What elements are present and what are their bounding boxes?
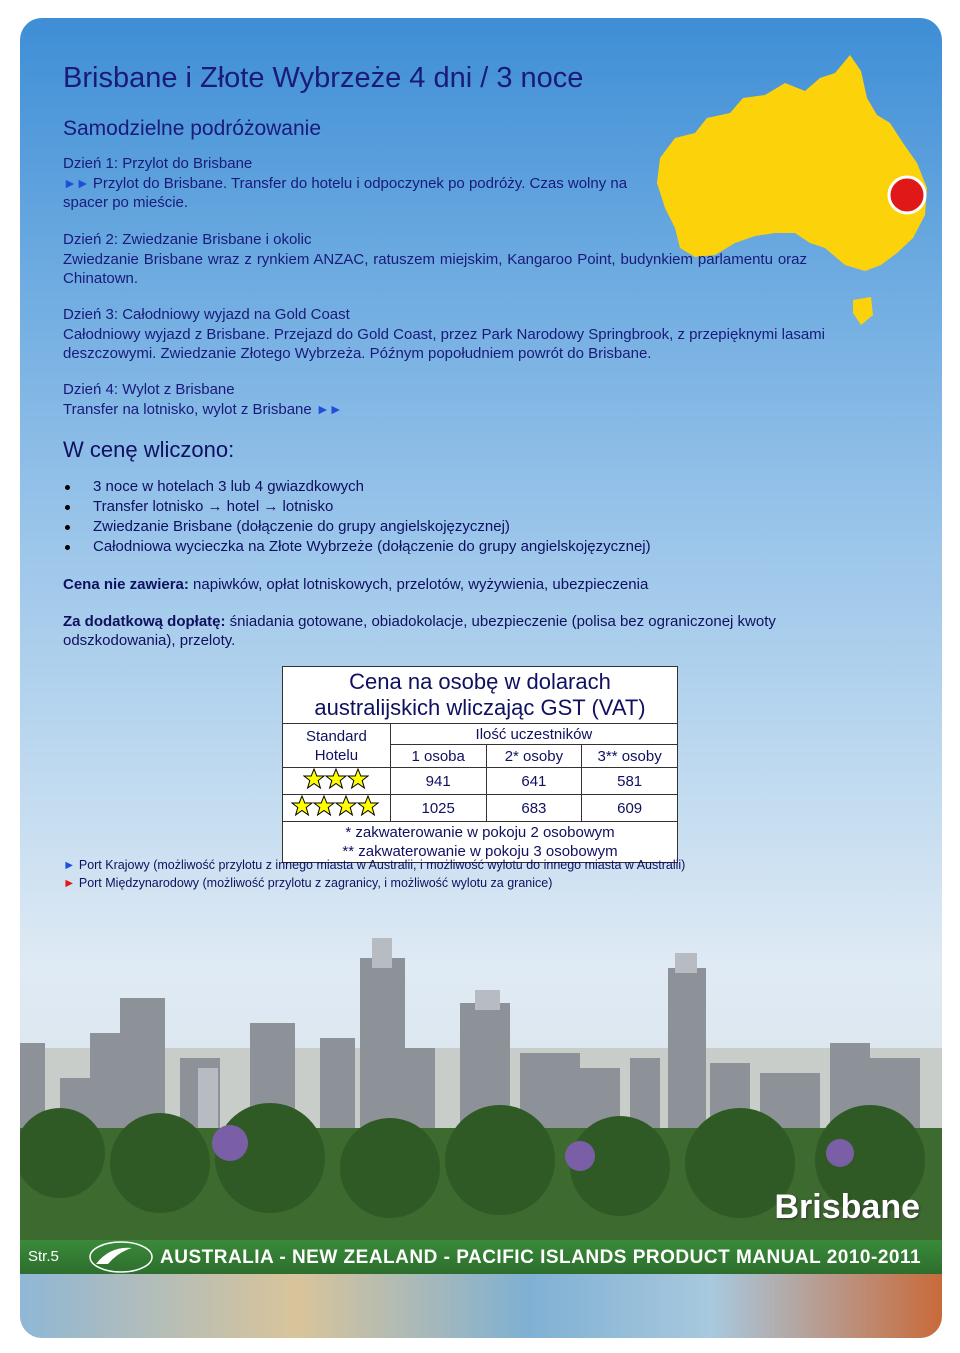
international-port-note: ► Port Międzynarodowy (możliwość przylotu z zagranicy, i możliwość wylotu za granice)	[63, 876, 553, 890]
not-included-label: Cena nie zawiera:	[63, 576, 189, 593]
list-item: Transfer lotnisko → hotel → lotnisko	[63, 497, 651, 517]
extra-cost-text: Za dodatkową dopłatę: śniadania gotowane, obiadokolacje, ubezpieczenie (polisa bez ograniczonej kwoty odszkodowania), przeloty.	[63, 613, 776, 649]
day1-text	[63, 174, 633, 212]
day2-title: Dzień 2: Zwiedzanie Brisbane i okolic	[63, 231, 312, 248]
blue-arrow-icon: ►	[63, 858, 76, 872]
col-header: 3** osoby	[582, 745, 678, 768]
day2-text: Zwiedzanie Brisbane wraz z rynkiem ANZAC, ratuszem miejskim, Kangaroo Point, budynkiem parlamentu oraz Chinatown.	[63, 251, 807, 287]
bullet-icon	[65, 505, 70, 510]
col-header: 1 osoba	[390, 745, 486, 768]
tasmania-shape	[853, 297, 873, 325]
price-cell: 941	[390, 768, 486, 795]
not-included-text: Cena nie zawiera: napiwków, opłat lotniskowych, przelotów, wyżywienia, ubezpieczenia	[63, 576, 649, 593]
australia-shape	[657, 55, 927, 271]
standard-header: Standard Hotelu	[283, 724, 391, 768]
included-heading: W cenę wliczono:	[63, 437, 235, 462]
price-cell: 683	[486, 795, 582, 822]
brochure-page	[20, 18, 942, 1338]
included-list	[63, 477, 651, 557]
extra-cost-label: Za dodatkową dopłatę:	[63, 613, 226, 630]
brisbane-marker	[889, 177, 925, 213]
red-arrow-icon: ►	[63, 876, 76, 890]
bullet-icon	[65, 485, 70, 490]
list-item: 3 noce w hotelach 3 lub 4 gwiazdkowych	[63, 477, 651, 497]
page-title: Brisbane i Złote Wybrzeże 4 dni / 3 noce	[63, 62, 584, 94]
price-cell: 641	[486, 768, 582, 795]
australia-map-icon	[635, 43, 942, 333]
day4-title: Dzień 4: Wylot z Brisbane	[63, 381, 235, 398]
col-header: 2* osoby	[486, 745, 582, 768]
price-table-heading: Cena na osobę w dolarach australijskich wliczając GST (VAT)	[283, 667, 678, 724]
four-star-rating-icon	[283, 795, 391, 822]
day4-text	[63, 400, 342, 419]
brisbane-brand-label: Brisbane	[774, 1188, 920, 1226]
price-cell: 1025	[390, 795, 486, 822]
travel-photo-strip	[20, 1274, 942, 1338]
double-arrow-icon: ►►	[315, 401, 342, 417]
list-item: Całodniowa wycieczka na Złote Wybrzeże (dołączenie do grupy angielskojęzycznej)	[63, 537, 651, 557]
green-lite-travel-logo	[88, 1240, 154, 1274]
double-arrow-icon: ►►	[63, 175, 89, 191]
page-subtitle: Samodzielne podróżowanie	[63, 117, 321, 140]
participants-header: Ilość uczestników	[390, 724, 677, 745]
price-table-footnotes: * zakwaterowanie w pokoju 2 osobowym ** zakwaterowanie w pokoju 3 osobowym	[283, 822, 678, 863]
day4-description: Transfer na lotnisko, wylot z Brisbane	[63, 401, 312, 418]
three-star-rating-icon	[283, 768, 391, 795]
domestic-port-note: ► Port Krajowy (możliwość przylotu z innego miasta w Australii, i możliwość wylotu do innego miasta w Australii)	[63, 858, 686, 872]
day1-description: Przylot do Brisbane. Transfer do hotelu i odpoczynek po podróży. Czas wolny na spacer po mieście.	[63, 175, 628, 211]
bullet-icon	[65, 525, 70, 530]
day3-text: Całodniowy wyjazd z Brisbane. Przejazd do Gold Coast, przez Park Narodowy Springbrook, z przepięknymi lasami deszczowymi. Zwiedzanie Złotego Wybrzeża. Późnym popołudniem powrót do Brisbane.	[63, 326, 825, 362]
footer-text: AUSTRALIA - NEW ZEALAND - PACIFIC ISLANDS PRODUCT MANUAL 2010-2011	[160, 1247, 922, 1268]
price-cell: 609	[582, 795, 678, 822]
day3-title: Dzień 3: Całodniowy wyjazd na Gold Coast	[63, 306, 350, 323]
table-row	[283, 768, 678, 795]
price-table	[282, 666, 678, 863]
price-cell: 581	[582, 768, 678, 795]
list-item: Zwiedzanie Brisbane (dołączenie do grupy angielskojęzycznej)	[63, 517, 651, 537]
bullet-icon	[65, 545, 70, 550]
table-row	[283, 795, 678, 822]
page-number: Str.5	[28, 1248, 59, 1265]
day1-title: Dzień 1: Przylot do Brisbane	[63, 155, 253, 172]
